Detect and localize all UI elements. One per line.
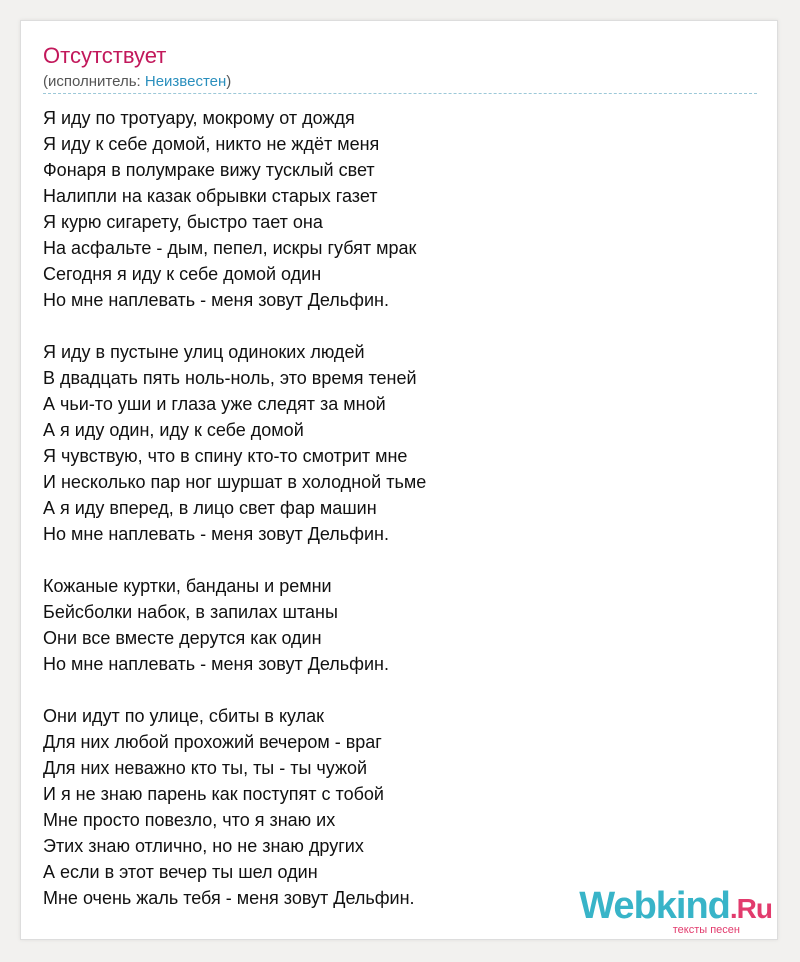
lyric-line: Для них любой прохожий вечером - враг [43,732,382,752]
artist-line [43,73,231,90]
lyric-line: Налипли на казак обрывки старых газет [43,186,378,206]
lyrics-stanza [43,105,426,313]
lyric-line: Сегодня я иду к себе домой один [43,264,322,284]
lyric-line: Они идут по улице, сбиты в кулак [43,706,325,726]
lyric-line: Фонаря в полумраке вижу тусклый свет [43,160,375,180]
lyric-line: А я иду один, иду к себе домой [43,420,304,440]
lyric-line: Этих знаю отлично, но не знаю других [43,836,364,856]
logo-tld: .Ru [729,893,772,924]
song-title: Отсутствует [43,43,167,68]
lyric-line: Я иду по тротуару, мокрому от дождя [43,108,355,128]
lyrics-card [20,20,778,940]
lyric-line: Но мне наплевать - меня зовут Дельфин. [43,290,389,310]
lyrics-stanza [43,703,426,911]
lyric-line: А чьи-то уши и глаза уже следят за мной [43,394,386,414]
logo-tagline: тексты песен [672,924,740,936]
lyric-line: В двадцать пять ноль-ноль, это время теней [43,368,417,388]
lyric-line: Но мне наплевать - меня зовут Дельфин. [43,654,389,674]
site-logo[interactable] [579,887,772,936]
lyrics-stanza [43,573,426,677]
lyric-line: Они все вместе дерутся как один [43,628,322,648]
lyric-line: Я иду в пустыне улиц одиноких людей [43,342,365,362]
lyric-line: Для них неважно кто ты, ты - ты чужой [43,758,368,778]
lyric-line: Я курю сигарету, быстро тает она [43,212,323,232]
artist-suffix: ) [226,73,232,90]
lyric-line: Но мне наплевать - меня зовут Дельфин. [43,524,389,544]
artist-link[interactable]: Неизвестен [144,73,227,90]
logo-main-text: Webkind [579,885,730,927]
lyric-line: Я иду к себе домой, никто не ждёт меня [43,134,380,154]
lyric-line: Мне просто повезло, что я знаю их [43,810,336,830]
lyric-line: А если в этот вечер ты шел один [43,862,318,882]
lyric-line: Кожаные куртки, банданы и ремни [43,576,332,596]
title-divider [43,93,757,94]
lyric-line: Бейсболки набок, в запилах штаны [43,602,338,622]
lyric-line: На асфальте - дым, пепел, искры губят мрак [43,238,417,258]
lyric-line: Я чувствую, что в спину кто-то смотрит мне [43,446,408,466]
lyric-line: И я не знаю парень как поступят с тобой [43,784,384,804]
lyric-line: Мне очень жаль тебя - меня зовут Дельфин. [43,888,415,908]
artist-prefix: (исполнитель: [43,73,145,90]
lyrics-body [43,105,426,911]
lyric-line: И несколько пар ног шуршат в холодной тьме [43,472,427,492]
lyric-line: А я иду вперед, в лицо свет фар машин [43,498,377,518]
lyrics-stanza [43,339,426,547]
